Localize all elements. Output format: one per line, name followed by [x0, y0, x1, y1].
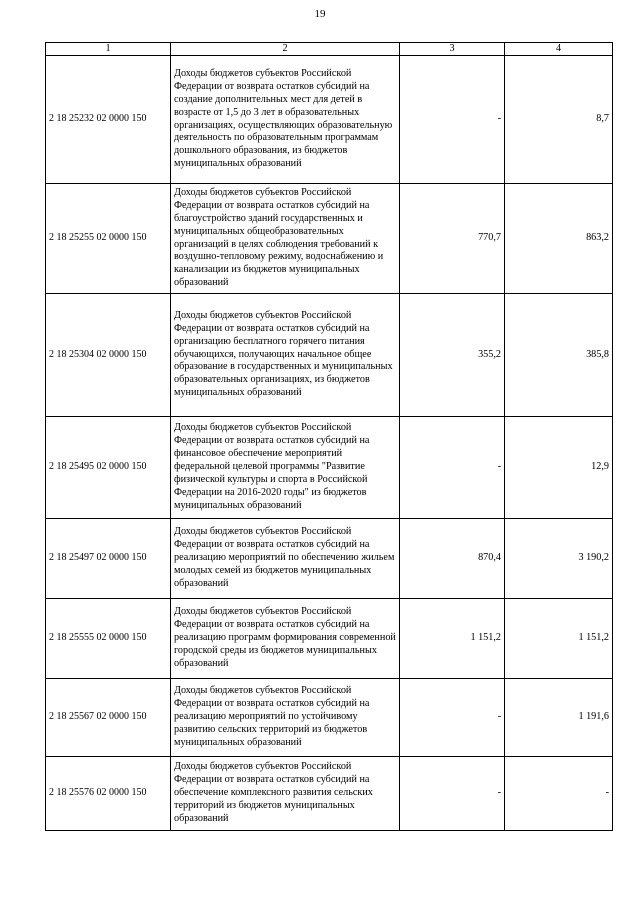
- table-header-row: [46, 43, 613, 56]
- description-cell: Доходы бюджетов субъектов Российской Федерации от возврата остатков субсидий на реализацию программ формирования современной городской среды из бюджетов муниципальных образований: [171, 599, 400, 679]
- income-code-cell: 2 18 25567 02 0000 150: [46, 679, 171, 757]
- column-header-4: 4: [505, 43, 613, 56]
- value-col4-cell: 863,2: [505, 184, 613, 294]
- income-code-cell: 2 18 25232 02 0000 150: [46, 56, 171, 184]
- description-cell: Доходы бюджетов субъектов Российской Федерации от возврата остатков субсидий на реализацию мероприятий по обеспечению жильем молодых семей из бюджетов муниципальных образований: [171, 519, 400, 599]
- value-col3-cell: -: [400, 56, 505, 184]
- value-col3-cell: -: [400, 417, 505, 519]
- value-col4-cell: 8,7: [505, 56, 613, 184]
- value-col3-cell: 355,2: [400, 294, 505, 417]
- value-col3-cell: -: [400, 757, 505, 831]
- value-col4-cell: -: [505, 757, 613, 831]
- value-col3-cell: 770,7: [400, 184, 505, 294]
- description-cell: Доходы бюджетов субъектов Российской Федерации от возврата остатков субсидий на организацию бесплатного горячего питания обучающихся, получающих начальное общее образование в государственных и муниципальных образовательных организациях, из бюджетов муниципальных образований: [171, 294, 400, 417]
- value-col4-cell: 3 190,2: [505, 519, 613, 599]
- description-cell: Доходы бюджетов субъектов Российской Федерации от возврата остатков субсидий на финансовое обеспечение мероприятий федеральной целевой программы "Развитие физической культуры и спорта в Российской Федерации на 2016-2020 годы" из бюджетов муниципальных образований: [171, 417, 400, 519]
- description-cell: Доходы бюджетов субъектов Российской Федерации от возврата остатков субсидий на благоустройство зданий государственных и муниципальных общеобразовательных организаций в целях соблюдения требований к воздушно-тепловому режиму, водоснабжению и канализации из бюджетов муниципальных образований: [171, 184, 400, 294]
- budget-table: [45, 42, 613, 831]
- table-row: [46, 757, 613, 831]
- description-cell: Доходы бюджетов субъектов Российской Федерации от возврата остатков субсидий на создание дополнительных мест для детей в возрасте от 1,5 до 3 лет в образовательных организациях, осуществляющих образовательную деятельность по образовательным программам дошкольного образования, из бюджетов муниципальных образований: [171, 56, 400, 184]
- column-header-3: 3: [400, 43, 505, 56]
- table-row: [46, 519, 613, 599]
- value-col4-cell: 12,9: [505, 417, 613, 519]
- income-code-cell: 2 18 25555 02 0000 150: [46, 599, 171, 679]
- value-col3-cell: 1 151,2: [400, 599, 505, 679]
- value-col4-cell: 1 191,6: [505, 679, 613, 757]
- table-row: [46, 56, 613, 184]
- income-code-cell: 2 18 25495 02 0000 150: [46, 417, 171, 519]
- value-col3-cell: -: [400, 679, 505, 757]
- value-col4-cell: 1 151,2: [505, 599, 613, 679]
- income-code-cell: 2 18 25304 02 0000 150: [46, 294, 171, 417]
- value-col4-cell: 385,8: [505, 294, 613, 417]
- table-row: [46, 184, 613, 294]
- table-row: [46, 294, 613, 417]
- income-code-cell: 2 18 25255 02 0000 150: [46, 184, 171, 294]
- income-code-cell: 2 18 25497 02 0000 150: [46, 519, 171, 599]
- table-row: [46, 599, 613, 679]
- table-row: [46, 417, 613, 519]
- column-header-1: 1: [46, 43, 171, 56]
- column-header-2: 2: [171, 43, 400, 56]
- value-col3-cell: 870,4: [400, 519, 505, 599]
- income-code-cell: 2 18 25576 02 0000 150: [46, 757, 171, 831]
- description-cell: Доходы бюджетов субъектов Российской Федерации от возврата остатков субсидий на реализацию мероприятий по устойчивому развитию сельских территорий из бюджетов муниципальных образований: [171, 679, 400, 757]
- table-row: [46, 679, 613, 757]
- page-number: 19: [314, 8, 326, 20]
- description-cell: Доходы бюджетов субъектов Российской Федерации от возврата остатков субсидий на обеспечение комплексного развития сельских территорий из бюджетов муниципальных образований: [171, 757, 400, 831]
